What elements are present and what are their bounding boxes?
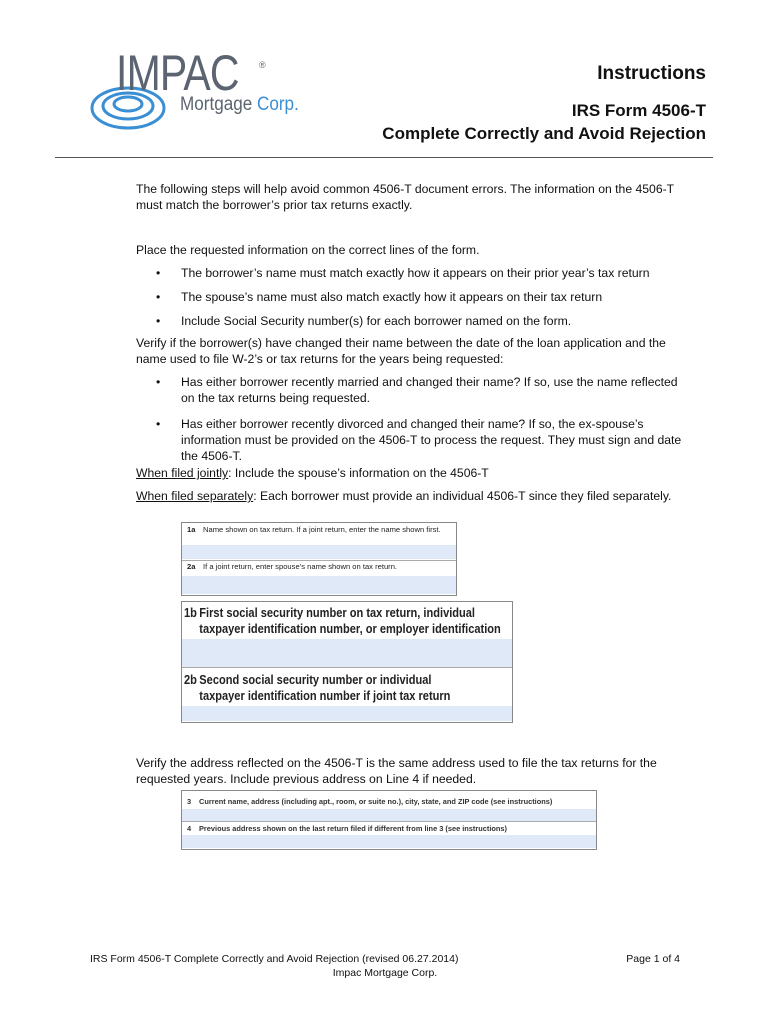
list-item: • Has either borrower recently married and changed their name? If so, use the name reflected on the tax returns being requested. [136,374,686,406]
list-item: • Has either borrower recently divorced and changed their name? If so, the ex-spouse’s information must be provided on the 4506-T to process the request. They must sign and date the 4506-T. [136,416,686,464]
line-2a-label: If a joint return, enter spouse’s name shown on tax return. [203,562,398,571]
line-1a-field [182,545,456,559]
line-2a-field [182,576,456,594]
list-item: • The borrower’s name must match exactly how it appears on their prior year’s tax return [136,265,686,281]
line-4 [187,824,596,833]
line-1a-label: Name shown on tax return. If a joint return, enter the name shown first. [203,525,441,534]
place-paragraph: Place the requested information on the correct lines of the form. [136,243,480,257]
logo-registered-mark: ® [259,60,266,70]
form-title: IRS Form 4506-T [571,101,706,120]
line-1a [187,525,451,534]
logo-corp-text: Corp. [257,94,299,115]
line-1b-number: 1b [184,605,197,620]
list-item: • Include Social Security number(s) for each borrower named on the form. [136,313,686,329]
verify-address-paragraph: Verify the address reflected on the 4506-T is the same address used to file the tax returns for the requested years. Include previous address on Line 4 if needed. [136,756,657,786]
form-divider [182,821,596,822]
separately-label: When filed separately [136,489,254,503]
footer-page-number: Page 1 of 4 [626,953,680,965]
logo-mortgage-corp [180,94,299,116]
line-2a [187,562,456,571]
line-2b-label: Second social security number or individual taxpayer identification number if joint tax return [199,672,451,703]
line-2b-number: 2b [184,672,197,687]
line-3-number: 3 [187,797,192,806]
line-1b-field [182,639,512,667]
jointly-label: When filed jointly [136,466,229,480]
jointly-text: : Include the spouse’s information on the 4506-T [228,466,489,480]
form-excerpt-name-lines [181,522,457,596]
verify-name-paragraph: Verify if the borrower(s) have changed their name between the date of the loan application and the name used to file W-2’s or tax returns for the years being requested: [136,336,666,366]
jointly-paragraph [136,465,686,481]
line-4-field [182,835,596,848]
intro-paragraph: The following steps will help avoid common 4506-T document errors. The information on the 4506-T must match the borrower’s prior tax returns exactly. [136,182,674,212]
name-bullet-list [136,265,686,329]
line-4-number: 4 [187,824,192,833]
form-excerpt-ssn-lines [181,601,513,723]
line-3 [187,797,596,806]
form-excerpt-address-lines [181,790,597,850]
page-subtitle: Complete Correctly and Avoid Rejection [382,124,706,143]
line-3-field [182,809,596,821]
company-logo [88,45,328,138]
logo-impac-text: IMPAC [116,45,239,101]
line-1b [184,605,501,636]
page-title: Instructions [597,63,706,84]
line-2b [184,672,463,703]
line-1a-number: 1a [187,525,196,534]
footer-company: Impac Mortgage Corp. [332,967,438,979]
line-1b-label: First social security number on tax return, individual taxpayer identification number, or employer identification [199,605,501,636]
line-2a-number: 2a [187,562,196,571]
header-divider [55,157,713,158]
footer-document-title: IRS Form 4506-T Complete Correctly and Avoid Rejection (revised 06.27.2014) [90,953,459,965]
separately-text: : Each borrower must provide an individual 4506-T since they filed separately. [253,489,672,503]
line-3-label: Current name, address (including apt., room, or suite no.), city, state, and ZIP code (see instructions) [199,797,553,806]
line-4-label: Previous address shown on the last return filed if different from line 3 (see instructions) [199,824,507,833]
separately-paragraph [136,488,686,504]
form-divider [182,667,512,668]
logo-mortgage-text: Mortgage [180,94,253,115]
list-item: • The spouse’s name must also match exactly how it appears on their tax return [136,289,686,305]
name-change-bullet-list [136,374,686,464]
form-divider [182,560,456,561]
line-2b-field [182,706,512,721]
